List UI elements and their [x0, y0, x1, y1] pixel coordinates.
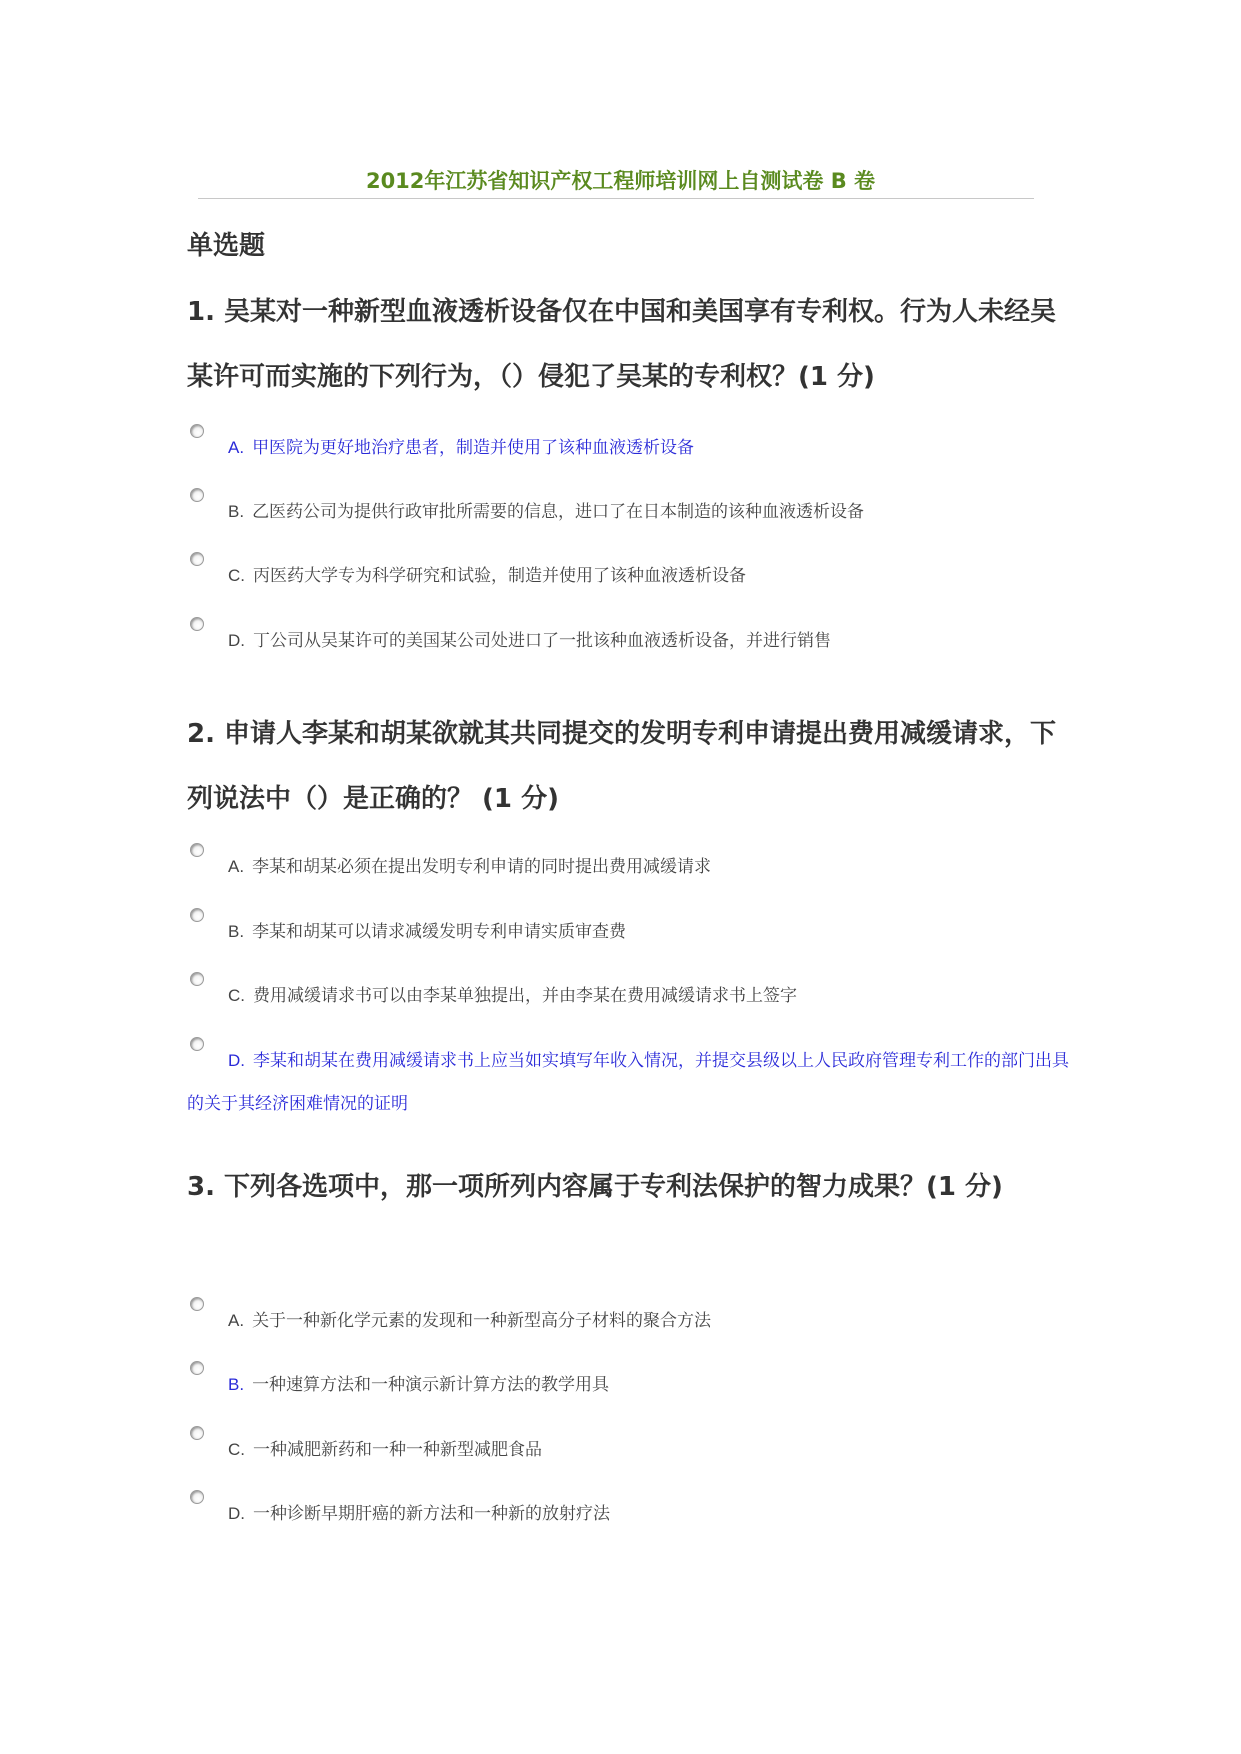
- question-2: 2. 申请人李某和胡某欲就其共同提交的发明专利申请提出费用减缓请求，下列说法中（）是正确的？ (1 分): [187, 719, 1057, 814]
- q1-option-d[interactable]: [187, 619, 1077, 663]
- option-text: 李某和胡某必须在提出发明专利申请的同时提出费用减缓请求: [252, 857, 712, 877]
- option-letter: A.: [228, 438, 245, 457]
- option-text: 费用减缓请求书可以由李某单独提出，并由李某在费用减缓请求书上签字: [253, 986, 797, 1006]
- option-letter: B.: [228, 502, 245, 521]
- option-text: 丙医药大学专为科学研究和试验，制造并使用了该种血液透析设备: [253, 566, 746, 586]
- option-letter: D.: [228, 1051, 245, 1070]
- option-text: 甲医院为更好地治疗患者，制造并使用了该种血液透析设备: [252, 438, 695, 458]
- q3-option-d[interactable]: [187, 1492, 1077, 1536]
- option-text: 乙医药公司为提供行政审批所需要的信息，进口了在日本制造的该种血液透析设备: [252, 502, 865, 522]
- radio-icon[interactable]: [190, 424, 204, 438]
- radio-icon[interactable]: [190, 1037, 204, 1051]
- title-divider: [198, 198, 1034, 199]
- q2-option-a[interactable]: [187, 845, 1077, 889]
- q2-option-c[interactable]: [187, 974, 1077, 1018]
- radio-icon[interactable]: [190, 552, 204, 566]
- option-letter: C.: [228, 986, 245, 1005]
- q3-option-b[interactable]: [187, 1363, 1077, 1407]
- radio-icon[interactable]: [190, 1490, 204, 1504]
- radio-icon[interactable]: [190, 1361, 204, 1375]
- radio-icon[interactable]: [190, 1297, 204, 1311]
- option-text: 李某和胡某可以请求减缓发明专利申请实质审查费: [252, 922, 627, 942]
- radio-icon[interactable]: [190, 843, 204, 857]
- radio-icon[interactable]: [190, 972, 204, 986]
- q3-option-c[interactable]: [187, 1428, 1077, 1472]
- radio-icon[interactable]: [190, 617, 204, 631]
- option-letter: D.: [228, 1504, 245, 1523]
- option-letter: A.: [228, 1311, 245, 1330]
- question-3: 3. 下列各选项中，那一项所列内容属于专利法保护的智力成果？(1 分): [187, 1172, 1003, 1202]
- option-text: 关于一种新化学元素的发现和一种新型高分子材料的聚合方法: [252, 1311, 712, 1331]
- option-letter: D.: [228, 631, 245, 650]
- option-letter: B.: [228, 1375, 245, 1394]
- radio-icon[interactable]: [190, 1426, 204, 1440]
- radio-icon[interactable]: [190, 908, 204, 922]
- q1-option-a[interactable]: [187, 426, 1077, 470]
- q2-option-d[interactable]: [187, 1039, 1077, 1126]
- q2-option-b[interactable]: [187, 910, 1077, 954]
- page-title: 2012年江苏省知识产权工程师培训网上自测试卷 B 卷: [365, 169, 876, 193]
- option-letter: A.: [228, 857, 245, 876]
- option-text: 一种诊断早期肝癌的新方法和一种新的放射疗法: [253, 1504, 610, 1524]
- q1-option-c[interactable]: [187, 554, 1077, 598]
- section-heading: 单选题: [187, 231, 266, 261]
- option-text: 丁公司从吴某许可的美国某公司处进口了一批该种血液透析设备，并进行销售: [253, 631, 831, 651]
- question-1: 1. 吴某对一种新型血液透析设备仅在中国和美国享有专利权。行为人未经吴某许可而实施的下列行为，（）侵犯了吴某的专利权？(1 分): [187, 297, 1057, 392]
- option-text: 一种减肥新药和一种一种新型减肥食品: [253, 1440, 542, 1460]
- q1-option-b[interactable]: [187, 490, 1077, 534]
- option-letter: B.: [228, 922, 245, 941]
- radio-icon[interactable]: [190, 488, 204, 502]
- option-letter: C.: [228, 1440, 245, 1459]
- option-letter: C.: [228, 566, 245, 585]
- option-text: 一种速算方法和一种演示新计算方法的教学用具: [252, 1375, 610, 1395]
- q3-option-a[interactable]: [187, 1299, 1077, 1343]
- option-text: 李某和胡某在费用减缓请求书上应当如实填写年收入情况，并提交县级以上人民政府管理专利工作的部门出具的关于其经济困难情况的证明: [187, 1051, 1069, 1114]
